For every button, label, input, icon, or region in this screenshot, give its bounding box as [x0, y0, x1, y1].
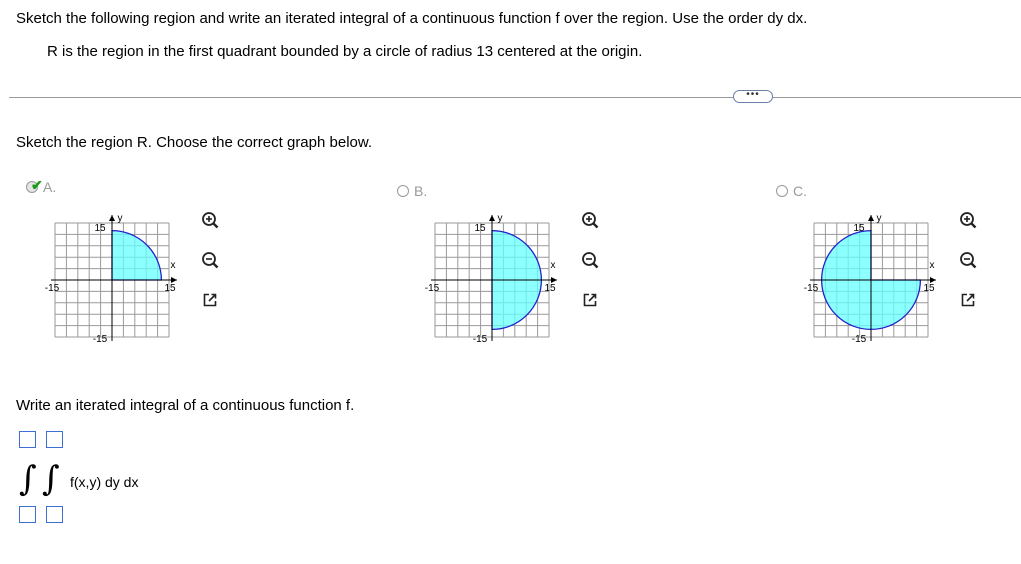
popout-icon[interactable]: [580, 290, 600, 310]
popout-icon[interactable]: [200, 290, 220, 310]
region-shape: [112, 231, 161, 280]
x-min-label: -15: [424, 283, 440, 294]
x-min-label: -15: [44, 283, 60, 294]
outer-lower-limit-input[interactable]: [19, 506, 36, 523]
y-min-label: -15: [92, 334, 108, 345]
zoom-in-icon[interactable]: [580, 210, 600, 230]
part1-prompt: Sketch the region R. Choose the correct graph below.: [16, 134, 373, 151]
popout-icon[interactable]: [958, 290, 978, 310]
option-a[interactable]: [26, 179, 56, 195]
question-line-2: R is the region in the first quadrant bounded by a circle of radius 13 centered at the origin.: [47, 43, 643, 60]
zoom-out-icon[interactable]: [958, 250, 978, 270]
y-axis-arrow: [489, 215, 495, 221]
y-min-label: -15: [472, 334, 488, 345]
option-c[interactable]: [776, 183, 807, 199]
y-axis-arrow: [868, 215, 874, 221]
part2-prompt: Write an iterated integral of a continuous function f.: [16, 397, 355, 414]
inner-lower-limit-input[interactable]: [46, 506, 63, 523]
x-axis-label: x: [550, 260, 556, 271]
outer-upper-limit-input[interactable]: [19, 431, 36, 448]
graph-option-a[interactable]: [40, 208, 180, 348]
question-line-1: Sketch the following region and write an iterated integral of a continuous function f over the region. Use the order dy dx.: [16, 10, 808, 27]
y-max-label: 15: [853, 223, 865, 234]
option-c-label: C.: [793, 183, 807, 199]
y-axis-label: y: [876, 213, 882, 224]
option-c-radio[interactable]: [776, 185, 788, 197]
y-max-label: 15: [94, 223, 106, 234]
zoom-out-icon[interactable]: [580, 250, 600, 270]
check-icon: ✔: [31, 177, 43, 193]
integrand: f(x,y) dy dx: [70, 474, 139, 490]
x-axis-label: x: [929, 260, 935, 271]
zoom-in-icon[interactable]: [958, 210, 978, 230]
option-b-radio[interactable]: [397, 185, 409, 197]
inner-integral-sign: ∫: [42, 459, 60, 499]
option-a-label: A.: [43, 179, 57, 195]
y-axis-arrow: [109, 215, 115, 221]
option-a-radio[interactable]: [26, 177, 43, 193]
x-max-label: 15: [164, 283, 176, 294]
y-axis-label: y: [497, 213, 503, 224]
x-min-label: -15: [803, 283, 819, 294]
y-max-label: 15: [474, 223, 486, 234]
x-max-label: 15: [923, 283, 935, 294]
x-max-label: 15: [544, 283, 556, 294]
graph-option-b[interactable]: [420, 208, 560, 348]
x-axis-label: x: [170, 260, 176, 271]
option-b[interactable]: [397, 183, 427, 199]
more-button[interactable]: •••: [733, 90, 773, 103]
section-divider: [9, 97, 1021, 98]
zoom-in-icon[interactable]: [200, 210, 220, 230]
option-b-label: B.: [414, 183, 428, 199]
outer-integral-sign: ∫: [19, 459, 37, 499]
inner-upper-limit-input[interactable]: [46, 431, 63, 448]
y-min-label: -15: [851, 334, 867, 345]
graph-option-c[interactable]: [799, 208, 939, 348]
zoom-out-icon[interactable]: [200, 250, 220, 270]
y-axis-label: y: [117, 213, 123, 224]
